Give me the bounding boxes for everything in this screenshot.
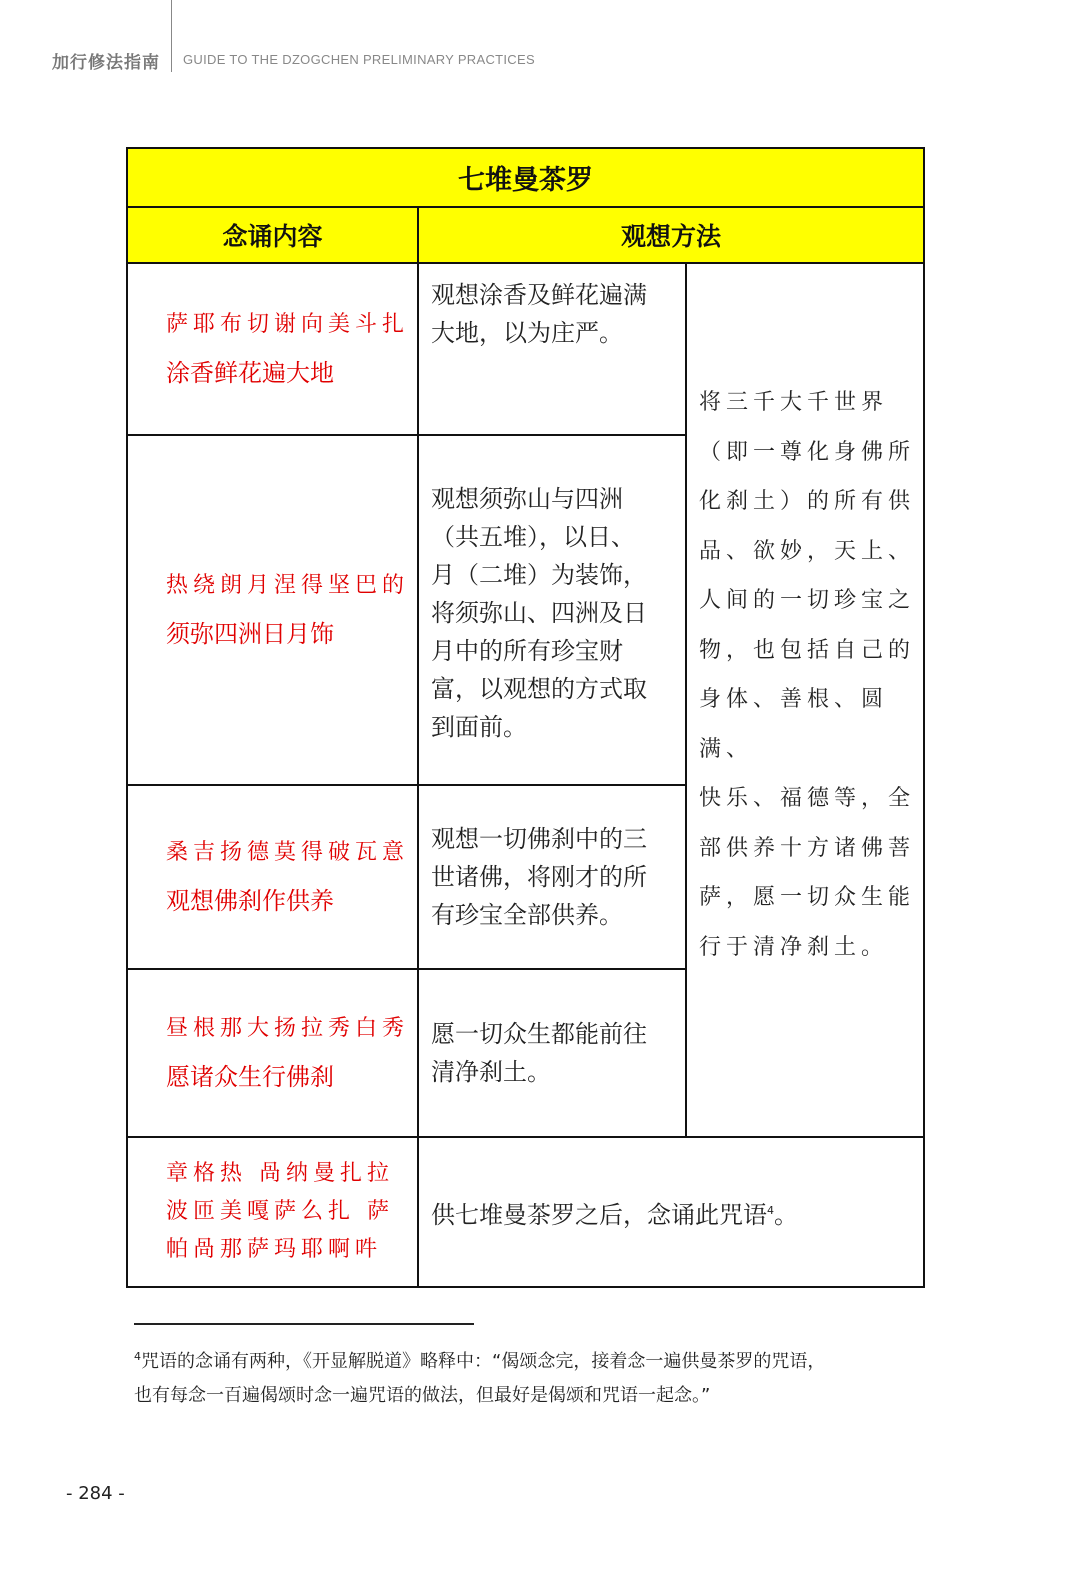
footnote-line: $^4$咒语的念诵有两种，《开显解脱道》略释中：“偈颂念完，接着念一遍供曼茶罗的咒语， [134,1350,826,1372]
footnote-line: 也有每念一百遍偈颂时念一遍咒语的做法，但最好是偈颂和咒语一起念。” [134,1385,711,1406]
footnote-reference: 4 [767,1203,774,1217]
recite-cell [127,435,418,785]
book-title-english: GUIDE TO THE DZOGCHEN PRELIMINARY PRACTICES [183,52,535,67]
recite-chinese-meaning: 须弥四洲日月饰 [166,620,334,648]
table-title: 七堆曼茶罗 [127,148,924,207]
recite-cell [127,263,418,435]
shared-visualize-line: 行于清净刹土。 [699,934,889,960]
shared-visualize-line: 人间的一切珍宝之 [699,588,916,613]
visualize-line: 有珍宝全部供养。 [431,901,623,929]
table-row [127,263,924,435]
footnote [134,1340,934,1413]
visualize-line: 愿一切众生都能前往 [431,1020,647,1048]
footnote-rule [134,1323,474,1325]
visualize-cell [418,435,686,785]
visualize-line: 富，以观想的方式取 [431,675,647,703]
visualize-line: 将须弥山、四洲及日 [431,599,647,627]
shared-visualize-line: （即一尊化身佛所 [699,439,916,465]
visualize-cell [418,263,686,435]
mantra-line: 帕咼那萨玛耶啊吽 [166,1237,383,1262]
recite-cell [127,969,418,1137]
recite-chinese-meaning: 涂香鲜花遍大地 [166,359,334,387]
shared-visualize-line: 身体、善根、圆满、 [699,687,889,762]
recite-cell [127,1137,418,1287]
visualize-line: 月中的所有珍宝财 [431,637,623,665]
visualize-cell [418,969,686,1137]
recite-cell [127,785,418,969]
visualize-line: 大地，以为庄严。 [431,319,623,347]
recite-tibetan-phonetic: 昼根那大扬拉秀白秀 [166,1016,410,1041]
visualize-line: 清净刹土。 [431,1058,551,1086]
mantra-instruction: 供七堆曼茶罗之后，念诵此咒语 [431,1200,767,1229]
visualize-cell [418,785,686,969]
shared-visualize-line: 品、欲妙，天上、 [699,538,916,564]
shared-visualize-line: 萨，愿一切众生能 [699,885,916,910]
shared-visualize-cell [686,263,924,1137]
shared-visualize-line: 快乐、福德等，全 [699,786,916,811]
recite-tibetan-phonetic: 热绕朗月涅得坚巴的 [166,573,410,598]
page-number: - 284 - [66,1483,125,1504]
recite-chinese-meaning: 愿诸众生行佛刹 [166,1063,334,1091]
recite-tibetan-phonetic: 萨耶布切谢向美斗扎 [166,312,410,337]
visualize-line: 月（二堆）为装饰， [431,561,647,589]
visualize-line: 观想须弥山与四洲 [431,485,623,513]
visualize-line: 到面前。 [431,713,527,741]
mantra-instruction-end: 。 [774,1200,798,1229]
visualize-line: 观想一切佛刹中的三 [431,825,647,853]
book-title-chinese: 加行修法指南 [52,53,160,73]
shared-visualize-line: 化刹土）的所有供 [699,489,916,514]
recite-chinese-meaning: 观想佛刹作供养 [166,887,334,915]
shared-visualize-line: 物，也包括自己的 [699,637,916,663]
mantra-line: 波匝美嘎萨么扎 萨 [166,1199,394,1224]
mantra-line: 章格热 咼纳曼扎拉 [166,1161,394,1186]
header-divider [171,0,172,72]
column-header-recite: 念诵内容 [127,207,418,263]
visualize-cell [418,1137,924,1287]
visualize-line: （共五堆），以日、 [431,523,635,551]
visualize-line: 世诸佛，将刚才的所 [431,863,647,891]
shared-visualize-line: 部供养十方诸佛菩 [699,835,916,861]
table-row [127,1137,924,1287]
seven-heap-mandala-table [126,147,925,1288]
running-header [0,0,1080,80]
shared-visualize-line: 将三千大千世界 [699,390,889,415]
footnote-number: 4 [134,1350,141,1363]
column-header-visualize: 观想方法 [418,207,924,263]
visualize-line: 观想涂香及鲜花遍满 [431,281,647,309]
recite-tibetan-phonetic: 桑吉扬德莫得破瓦意 [166,840,410,865]
